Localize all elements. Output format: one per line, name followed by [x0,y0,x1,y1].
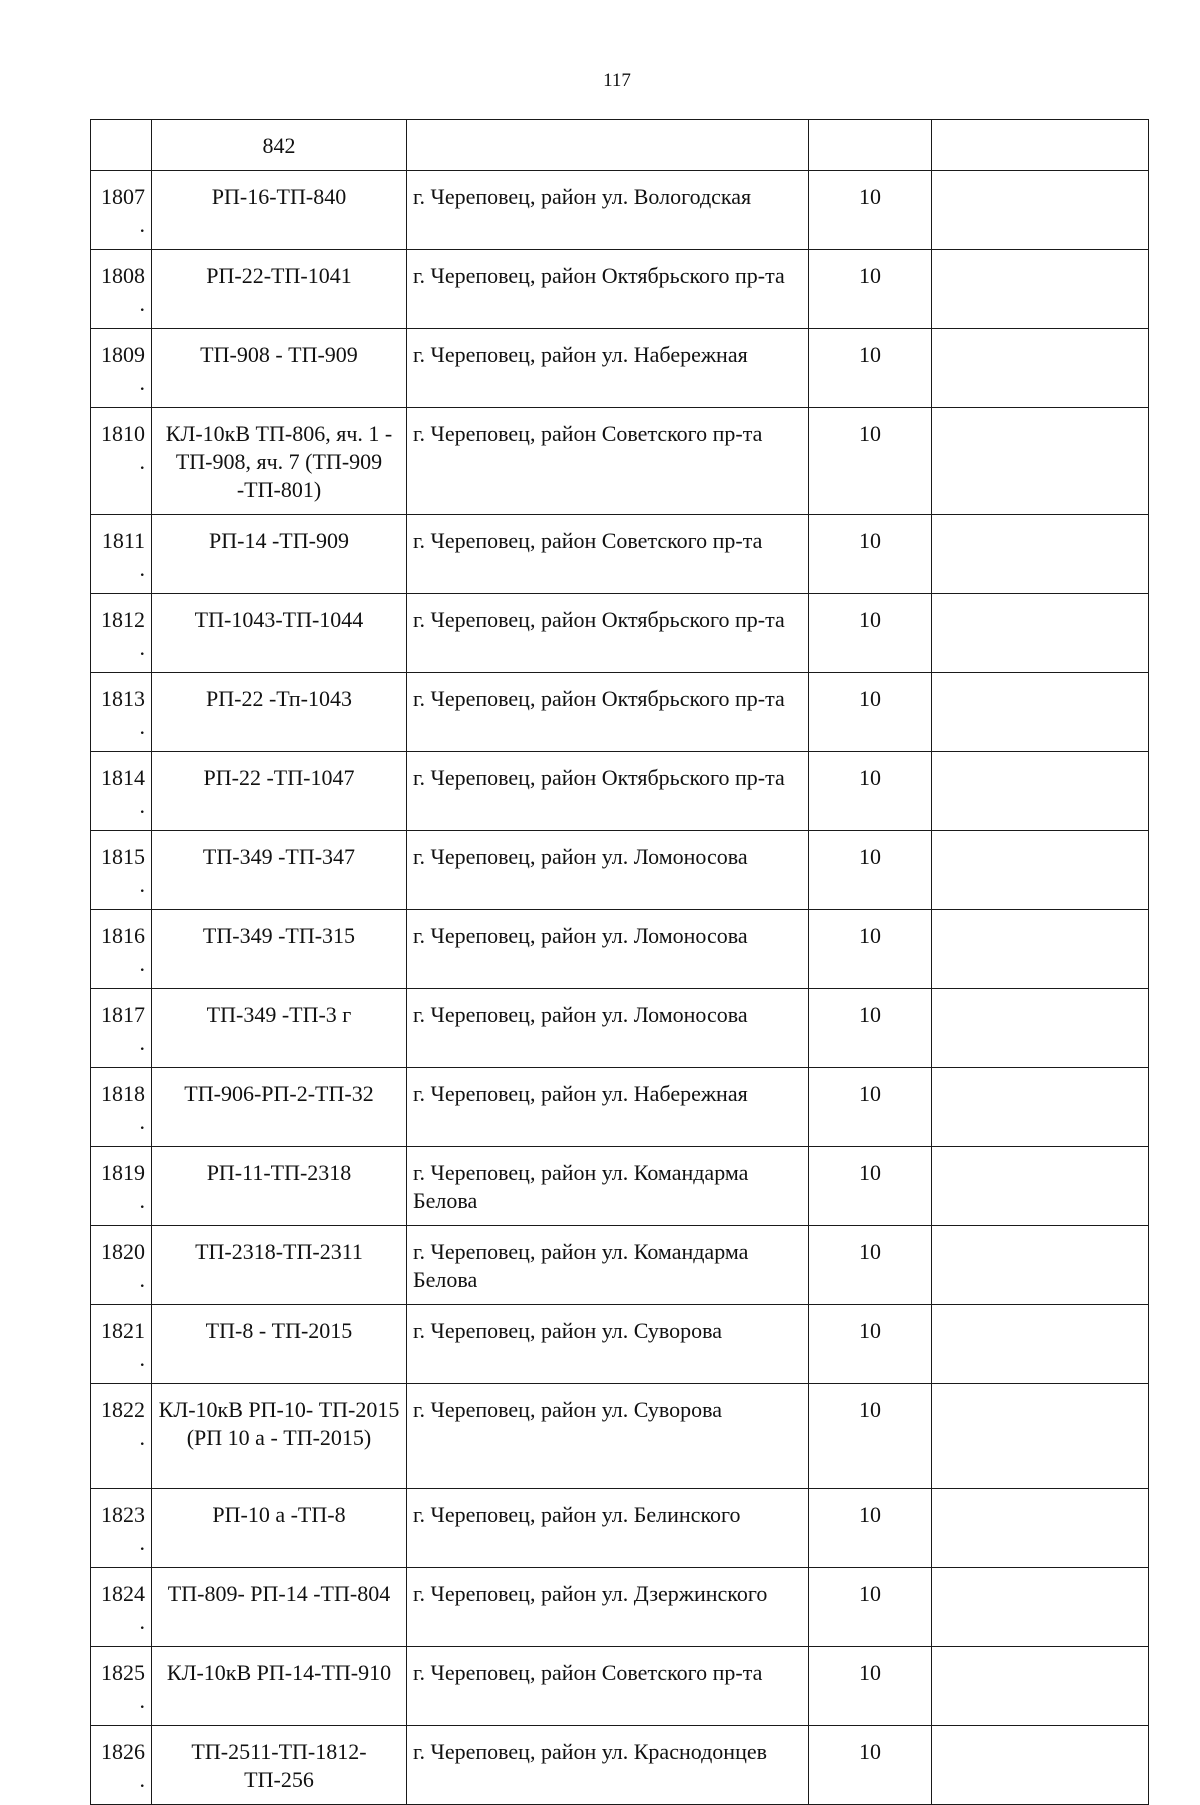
line-name-cell: КЛ-10кВ РП-14-ТП-910 [152,1647,407,1726]
row-number-cell: 1809. [91,329,152,408]
note-cell [932,831,1149,910]
line-name-cell: ТП-8 - ТП-2015 [152,1305,407,1384]
location-cell: г. Череповец, район ул. Белинского [407,1489,809,1568]
table-row [91,1647,1149,1726]
location-cell: г. Череповец, район Советского пр-та [407,1647,809,1726]
note-cell [932,989,1149,1068]
cable-lines-table [90,119,1149,1805]
note-cell [932,171,1149,250]
note-cell [932,752,1149,831]
table-row [91,408,1149,515]
line-name-cell: 842 [152,120,407,171]
voltage-cell: 10 [809,1226,932,1305]
note-cell [932,1305,1149,1384]
note-cell [932,1147,1149,1226]
voltage-cell: 10 [809,831,932,910]
table-row [91,171,1149,250]
location-cell: г. Череповец, район ул. Набережная [407,329,809,408]
row-number-cell: 1823. [91,1489,152,1568]
location-cell: г. Череповец, район Октябрьского пр-та [407,250,809,329]
table-row [91,120,1149,171]
row-number-cell: 1811. [91,515,152,594]
table-row [91,673,1149,752]
row-number-cell: 1810. [91,408,152,515]
page-number: 117 [603,70,631,91]
location-cell: г. Череповец, район ул. Суворова [407,1305,809,1384]
location-cell: г. Череповец, район Октябрьского пр-та [407,594,809,673]
line-name-cell: РП-14 -ТП-909 [152,515,407,594]
table-row [91,515,1149,594]
table-row [91,1489,1149,1568]
voltage-cell: 10 [809,329,932,408]
line-name-cell: ТП-2511-ТП-1812-ТП-256 [152,1726,407,1805]
voltage-cell: 10 [809,1147,932,1226]
row-number-cell: 1821. [91,1305,152,1384]
voltage-cell: 10 [809,1305,932,1384]
table-row [91,329,1149,408]
row-number-cell: 1816. [91,910,152,989]
table-row [91,831,1149,910]
voltage-cell: 10 [809,910,932,989]
note-cell [932,1226,1149,1305]
note-cell [932,120,1149,171]
location-cell: г. Череповец, район Советского пр-та [407,408,809,515]
voltage-cell: 10 [809,1726,932,1805]
line-name-cell: ТП-809- РП-14 -ТП-804 [152,1568,407,1647]
voltage-cell: 10 [809,250,932,329]
note-cell [932,250,1149,329]
table-row [91,1568,1149,1647]
line-name-cell: ТП-1043-ТП-1044 [152,594,407,673]
location-cell: г. Череповец, район ул. Командарма Белова [407,1147,809,1226]
row-number-cell: 1818. [91,1068,152,1147]
table-row [91,1068,1149,1147]
voltage-cell: 10 [809,1068,932,1147]
voltage-cell: 10 [809,1568,932,1647]
location-cell [407,120,809,171]
line-name-cell: ТП-349 -ТП-3 г [152,989,407,1068]
table-row [91,989,1149,1068]
row-number-cell: 1812. [91,594,152,673]
table-row [91,1305,1149,1384]
line-name-cell: ТП-349 -ТП-347 [152,831,407,910]
note-cell [932,1568,1149,1647]
voltage-cell: 10 [809,1647,932,1726]
note-cell [932,594,1149,673]
line-name-cell: КЛ-10кВ РП-10- ТП-2015 (РП 10 а - ТП-2015) [152,1384,407,1489]
line-name-cell: РП-22 -Тп-1043 [152,673,407,752]
note-cell [932,1726,1149,1805]
line-name-cell: КЛ-10кВ ТП-806, яч. 1 - ТП-908, яч. 7 (ТП-909 -ТП-801) [152,408,407,515]
note-cell [932,673,1149,752]
table-row [91,1384,1149,1489]
location-cell: г. Череповец, район ул. Набережная [407,1068,809,1147]
voltage-cell: 10 [809,1384,932,1489]
row-number-cell: 1819. [91,1147,152,1226]
voltage-cell: 10 [809,752,932,831]
row-number-cell: 1825. [91,1647,152,1726]
note-cell [932,408,1149,515]
row-number-cell: 1822. [91,1384,152,1489]
note-cell [932,329,1149,408]
note-cell [932,1647,1149,1726]
line-name-cell: РП-10 а -ТП-8 [152,1489,407,1568]
row-number-cell: 1820. [91,1226,152,1305]
location-cell: г. Череповец, район ул. Ломоносова [407,989,809,1068]
line-name-cell: РП-22-ТП-1041 [152,250,407,329]
voltage-cell [809,120,932,171]
note-cell [932,1384,1149,1489]
row-number-cell: 1824. [91,1568,152,1647]
location-cell: г. Череповец, район ул. Суворова [407,1384,809,1489]
table-body [91,120,1149,1805]
note-cell [932,1068,1149,1147]
voltage-cell: 10 [809,989,932,1068]
row-number-cell: 1814. [91,752,152,831]
location-cell: г. Череповец, район ул. Ломоносова [407,831,809,910]
location-cell: г. Череповец, район ул. Ломоносова [407,910,809,989]
line-name-cell: РП-11-ТП-2318 [152,1147,407,1226]
line-name-cell: ТП-906-РП-2-ТП-32 [152,1068,407,1147]
row-number-cell: 1813. [91,673,152,752]
voltage-cell: 10 [809,515,932,594]
voltage-cell: 10 [809,1489,932,1568]
location-cell: г. Череповец, район ул. Краснодонцев [407,1726,809,1805]
note-cell [932,910,1149,989]
line-name-cell: РП-22 -ТП-1047 [152,752,407,831]
location-cell: г. Череповец, район Советского пр-та [407,515,809,594]
line-name-cell: РП-16-ТП-840 [152,171,407,250]
location-cell: г. Череповец, район Октябрьского пр-та [407,752,809,831]
table-row [91,752,1149,831]
row-number-cell: 1826. [91,1726,152,1805]
row-number-cell: 1817. [91,989,152,1068]
row-number-cell: 1808. [91,250,152,329]
table-row [91,1147,1149,1226]
line-name-cell: ТП-908 - ТП-909 [152,329,407,408]
table-row [91,910,1149,989]
voltage-cell: 10 [809,171,932,250]
row-number-cell: 1807. [91,171,152,250]
note-cell [932,1489,1149,1568]
location-cell: г. Череповец, район ул. Дзержинского [407,1568,809,1647]
location-cell: г. Череповец, район Октябрьского пр-та [407,673,809,752]
note-cell [932,515,1149,594]
location-cell: г. Череповец, район ул. Вологодская [407,171,809,250]
location-cell: г. Череповец, район ул. Командарма Белова [407,1226,809,1305]
table-row [91,594,1149,673]
table-row [91,1726,1149,1805]
voltage-cell: 10 [809,594,932,673]
table-row [91,250,1149,329]
row-number-cell: 1815. [91,831,152,910]
voltage-cell: 10 [809,673,932,752]
line-name-cell: ТП-2318-ТП-2311 [152,1226,407,1305]
table-row [91,1226,1149,1305]
row-number-cell [91,120,152,171]
voltage-cell: 10 [809,408,932,515]
line-name-cell: ТП-349 -ТП-315 [152,910,407,989]
